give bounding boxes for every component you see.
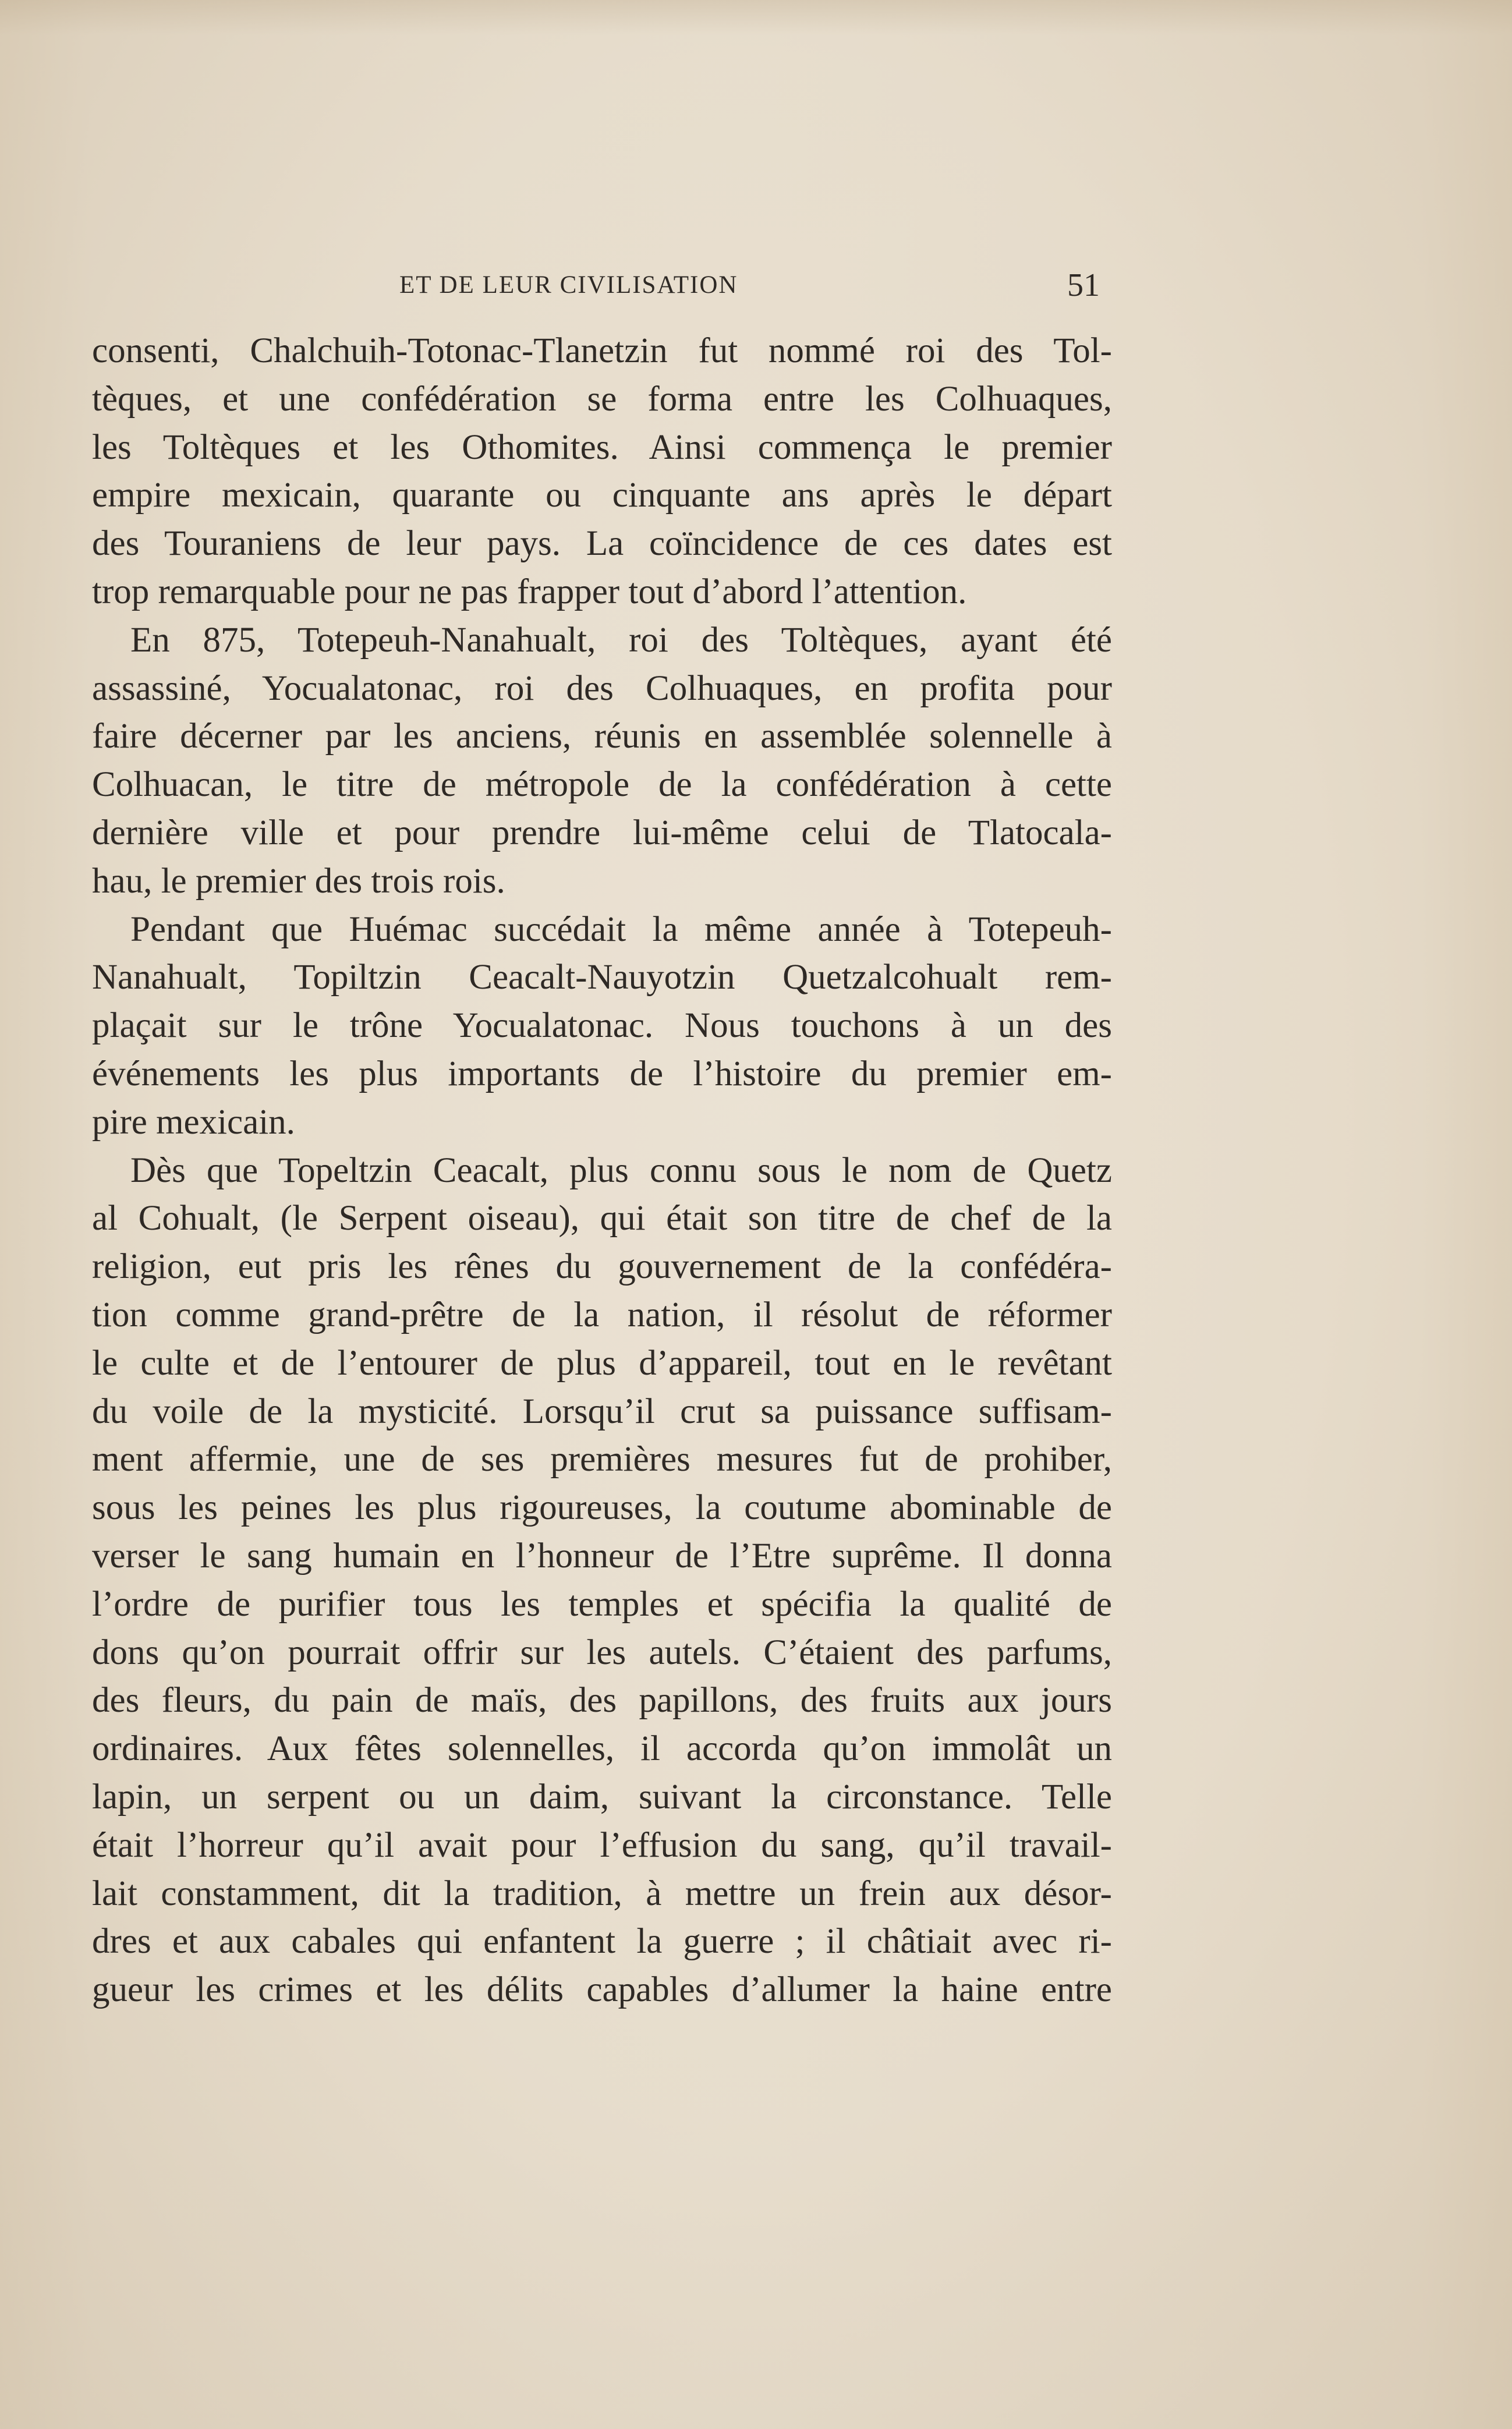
- text-line: dernière ville et pour prendre lui-même celui de Tlatocala-: [92, 813, 1112, 852]
- text-line: événements les plus importants de l’histoire du premier em-: [92, 1054, 1112, 1093]
- text-line: dons qu’on pourrait offrir sur les autels. C’étaient des parfums,: [92, 1633, 1112, 1672]
- text-line: Dès que Topeltzin Ceacalt, plus connu sous le nom de Quetz: [130, 1150, 1112, 1190]
- text-line: était l’horreur qu’il avait pour l’effusion du sang, qu’il travail-: [92, 1825, 1112, 1865]
- text-line: Nanahualt, Topiltzin Ceacalt-Nauyotzin Quetzalcohualt rem-: [92, 958, 1112, 997]
- text-line: gueur les crimes et les délits capables d’allumer la haine entre: [92, 1970, 1112, 2010]
- page-number: 51: [1067, 267, 1100, 303]
- text-line: consenti, Chalchuih-Totonac-Tlanetzin fut nommé roi des Tol-: [92, 331, 1112, 370]
- text-line: les Toltèques et les Othomites. Ainsi commença le premier: [92, 427, 1112, 467]
- text-line: trop remarquable pour ne pas frapper tout d’abord l’attention.: [92, 572, 967, 611]
- text-line: tèques, et une confédération se forma entre les Colhuaques,: [92, 379, 1112, 419]
- text-line: tion comme grand-prêtre de la nation, il résolut de réformer: [92, 1295, 1112, 1334]
- text-line: Colhuacan, le titre de métropole de la confédération à cette: [92, 765, 1112, 805]
- text-line: l’ordre de purifier tous les temples et spécifia la qualité de: [92, 1584, 1112, 1624]
- text-line: empire mexicain, quarante ou cinquante ans après le départ: [92, 476, 1112, 515]
- text-line: ment affermie, une de ses premières mesures fut de prohiber,: [92, 1440, 1112, 1479]
- text-line: Pendant que Huémac succédait la même année à Totepeuh-: [130, 909, 1112, 949]
- text-line: En 875, Totepeuh-Nanahualt, roi des Toltèques, ayant été: [130, 620, 1112, 660]
- text-line: verser le sang humain en l’honneur de l’Etre suprême. Il donna: [92, 1536, 1112, 1575]
- text-line: al Cohualt, (le Serpent oiseau), qui était son titre de chef de la: [92, 1199, 1112, 1238]
- text-line: religion, eut pris les rênes du gouvernement de la confédéra-: [92, 1247, 1112, 1287]
- running-head: [0, 268, 1512, 303]
- text-line: le culte et de l’entourer de plus d’appareil, tout en le revêtant: [92, 1343, 1112, 1383]
- text-line: hau, le premier des trois rois.: [92, 861, 505, 901]
- text-line: plaçait sur le trône Yocualatonac. Nous touchons à un des: [92, 1006, 1112, 1046]
- text-line: lait constamment, dit la tradition, à mettre un frein aux désor-: [92, 1874, 1112, 1913]
- text-line: ordinaires. Aux fêtes solennelles, il accorda qu’on immolât un: [92, 1729, 1112, 1769]
- page-top-shading: [0, 0, 1512, 35]
- text-line: des fleurs, du pain de maïs, des papillons, des fruits aux jours: [92, 1681, 1112, 1720]
- text-line: du voile de la mysticité. Lorsqu’il crut sa puissance suffisam-: [92, 1391, 1112, 1431]
- body-text: [92, 327, 1112, 2014]
- text-line: lapin, un serpent ou un daim, suivant la circonstance. Telle: [92, 1777, 1112, 1817]
- running-title: ET DE LEUR CIVILISATION: [399, 271, 738, 299]
- text-line: sous les peines les plus rigoureuses, la coutume abominable de: [92, 1488, 1112, 1528]
- text-line: des Touraniens de leur pays. La coïncidence de ces dates est: [92, 524, 1112, 564]
- text-line: faire décerner par les anciens, réunis en assemblée solennelle à: [92, 717, 1112, 756]
- text-line: assassiné, Yocualatonac, roi des Colhuaques, en profita pour: [92, 668, 1112, 708]
- text-line: pire mexicain.: [92, 1102, 295, 1142]
- text-line: dres et aux cabales qui enfantent la guerre ; il châtiait avec ri-: [92, 1922, 1112, 1961]
